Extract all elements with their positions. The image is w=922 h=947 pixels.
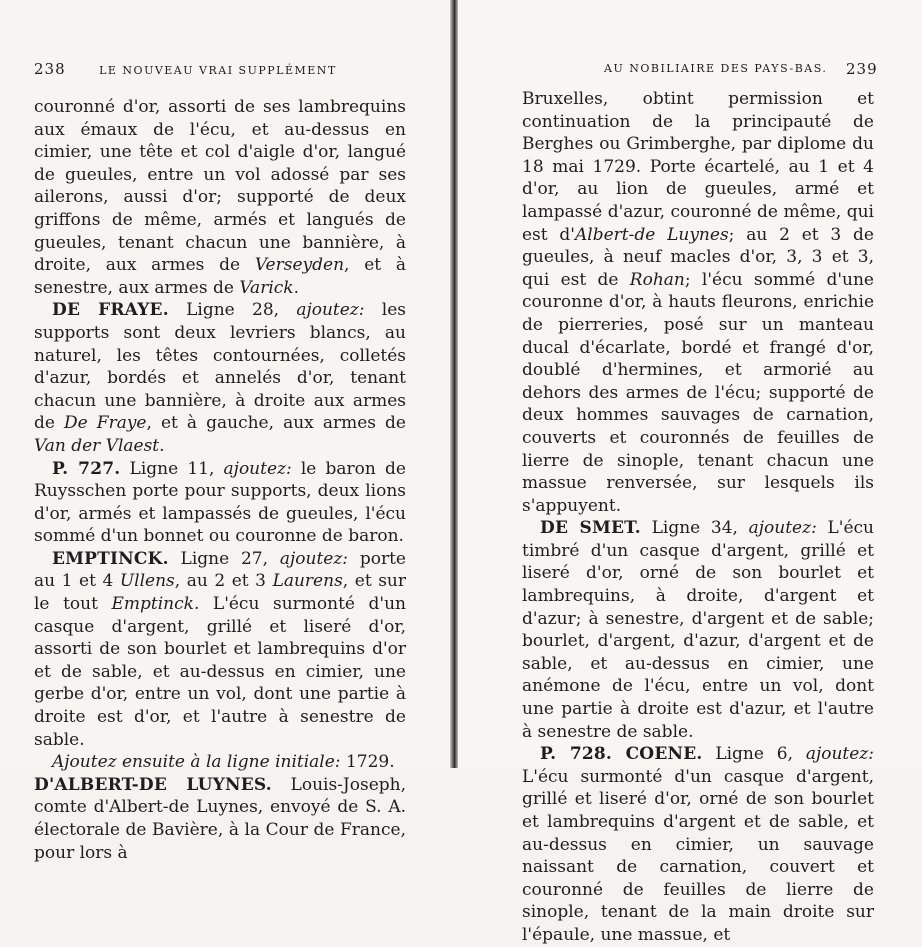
body-text: Ligne 27, — [168, 548, 280, 569]
book-gutter — [450, 0, 458, 768]
right-page — [458, 0, 922, 945]
body-text: Ligne 28, — [168, 300, 297, 321]
body-text: Ligne 6, — [702, 744, 806, 765]
body-text: . — [159, 435, 165, 456]
italic-text: Albert-de Luynes — [574, 224, 729, 245]
italic-text: Verseyden — [254, 255, 345, 276]
body-text: Bruxelles, obtint permission et continuation de la principauté de Berghes ou Grimberghe, par diplome du 18 mai 1729. Porte écartelé, au 1 et 4 d'or, au lion de gueules, armé et lampassé d'azur, couronné de même, qui est d' — [522, 89, 874, 245]
italic-text: ajoutez: — [805, 744, 874, 765]
body-text: , et à senestre, aux armes de — [34, 255, 406, 298]
running-head-left: LE NOUVEAU VRAI SUPPLÉMENT — [99, 64, 337, 77]
italic-text: Van der Vlaest — [34, 435, 160, 456]
body-text: Ligne 34, — [640, 518, 749, 539]
body-text: le baron de Ruysschen porte pour supports, deux lions d'or, armés et lampassés de gueules, l'écu sommé d'un bonnet ou couronne de baron. — [34, 458, 406, 547]
right-paragraph — [522, 743, 874, 946]
body-text: L'écu timbré d'un casque d'argent, grillé et liseré d'or, orné de son bourlet et lambrequins, à droite, d'argent et d'azur; à senestre, d'argent et de sable; bourlet, d'argent, d'azur, d'argent et de sable, et au-dessus en cimier, une anémone de l'écu, entre un vol, dont une partie à droite est d'azur, et l'autre à senestre de sable. — [522, 518, 874, 742]
body-text: les supports sont deux levriers blancs, au naturel, les têtes contournées, colletés d'azur, bordés et annelés d'or, tenant chacun une bannière, à droite aux armes de — [34, 300, 406, 434]
entry-heading: P. 728. COENE. — [540, 744, 703, 765]
body-text: , et sur le tout — [34, 571, 407, 615]
body-text: Louis-Joseph, comte d'Albert-de Luynes, envoyé de S. A. électorale de Bavière, à la Cour de France, pour lors à — [34, 774, 406, 863]
entry-heading: D'ALBERT-DE LUYNES. — [34, 774, 272, 795]
entry-heading: DE FRAYE. — [52, 300, 169, 321]
body-text: . — [293, 277, 299, 298]
entry-heading: EMPTINCK. — [52, 548, 169, 569]
left-page-header — [34, 60, 337, 82]
body-text: Ligne 11, — [120, 458, 224, 479]
right-paragraph — [522, 517, 874, 743]
body-text: ; au 2 et 3 de gueules, à neuf macles d'or, 3, 3 et 3, qui est de — [522, 224, 874, 290]
left-paragraph — [34, 774, 406, 864]
left-page-text — [34, 96, 406, 864]
page-number-left: 238 — [34, 60, 66, 78]
body-text: 1729. — [340, 752, 395, 773]
italic-text: ajoutez: — [748, 518, 817, 539]
left-paragraph — [34, 548, 406, 751]
page-number-right: 239 — [846, 60, 878, 78]
left-paragraph — [34, 751, 406, 774]
right-paragraph — [522, 88, 874, 517]
italic-text: ajoutez: — [296, 300, 365, 321]
body-text: , au 2 et 3 — [174, 571, 273, 592]
right-page-header — [604, 60, 884, 82]
body-text: . L'écu surmonté d'un casque d'argent, grillé et liseré d'or, assorti de son bourlet et lambrequins d'or et de sable, et au-dessus en cimier, une gerbe d'or, entre un vol, dont une partie à droite est d'or, et l'autre à senestre de sable. — [34, 594, 406, 750]
running-head-right: AU NOBILIAIRE DES PAYS-BAS. — [604, 62, 828, 75]
left-page — [0, 0, 450, 863]
body-text: , et à gauche, aux armes de — [146, 413, 406, 434]
italic-text: Ullens — [119, 571, 175, 592]
italic-text: Emptinck — [111, 594, 194, 615]
entry-heading: DE SMET. — [540, 518, 641, 539]
left-paragraph — [34, 96, 406, 299]
left-paragraph — [34, 458, 406, 548]
right-page-text — [522, 88, 874, 947]
italic-text: ajoutez: — [279, 548, 349, 569]
italic-text: Varick — [239, 277, 294, 298]
entry-heading: P. 727. — [52, 458, 121, 479]
italic-text: ajoutez: — [223, 458, 292, 479]
body-text: L'écu surmonté d'un casque d'argent, grillé et liseré d'or, orné de son bourlet et lambrequins d'argent et de sable, et au-dessus en cimier, un sauvage naissant de carnation, couvert et couronné de feuilles de lierre de sinople, tenant de la main droite sur l'épaule, une massue, et — [522, 766, 874, 945]
body-text: ; l'écu sommé d'une couronne d'or, à hauts fleurons, enrichie de pierreries, posé sur un manteau ducal d'écarlate, bordé et frangé d'or, doublé d'hermines, et armorié au dehors des armes de l'écu; supporté de deux hommes sauvages de carnation, couverts et couronnés de feuilles de lierre de sinople, tenant chacun une massue renversée, sur lesquels ils s'appuyent. — [522, 269, 874, 516]
italic-text: De Fraye — [64, 413, 147, 434]
body-text: couronné d'or, assorti de ses lambrequins aux émaux de l'écu, et au-dessus en cimier, une tête et col d'aigle d'or, langué de gueules, entre un vol adossé par ses ailerons, aussi d'or; supporté de deux griffons de même, armés et langués de gueules, tenant chacun une bannière, à droite, aux armes de — [34, 97, 406, 276]
italic-text: Rohan — [629, 269, 685, 290]
italic-text: Laurens — [272, 571, 343, 592]
body-text: porte au 1 et 4 — [34, 548, 406, 592]
italic-text: Ajoutez ensuite à la ligne initiale: — [52, 752, 341, 773]
left-paragraph — [34, 299, 406, 457]
